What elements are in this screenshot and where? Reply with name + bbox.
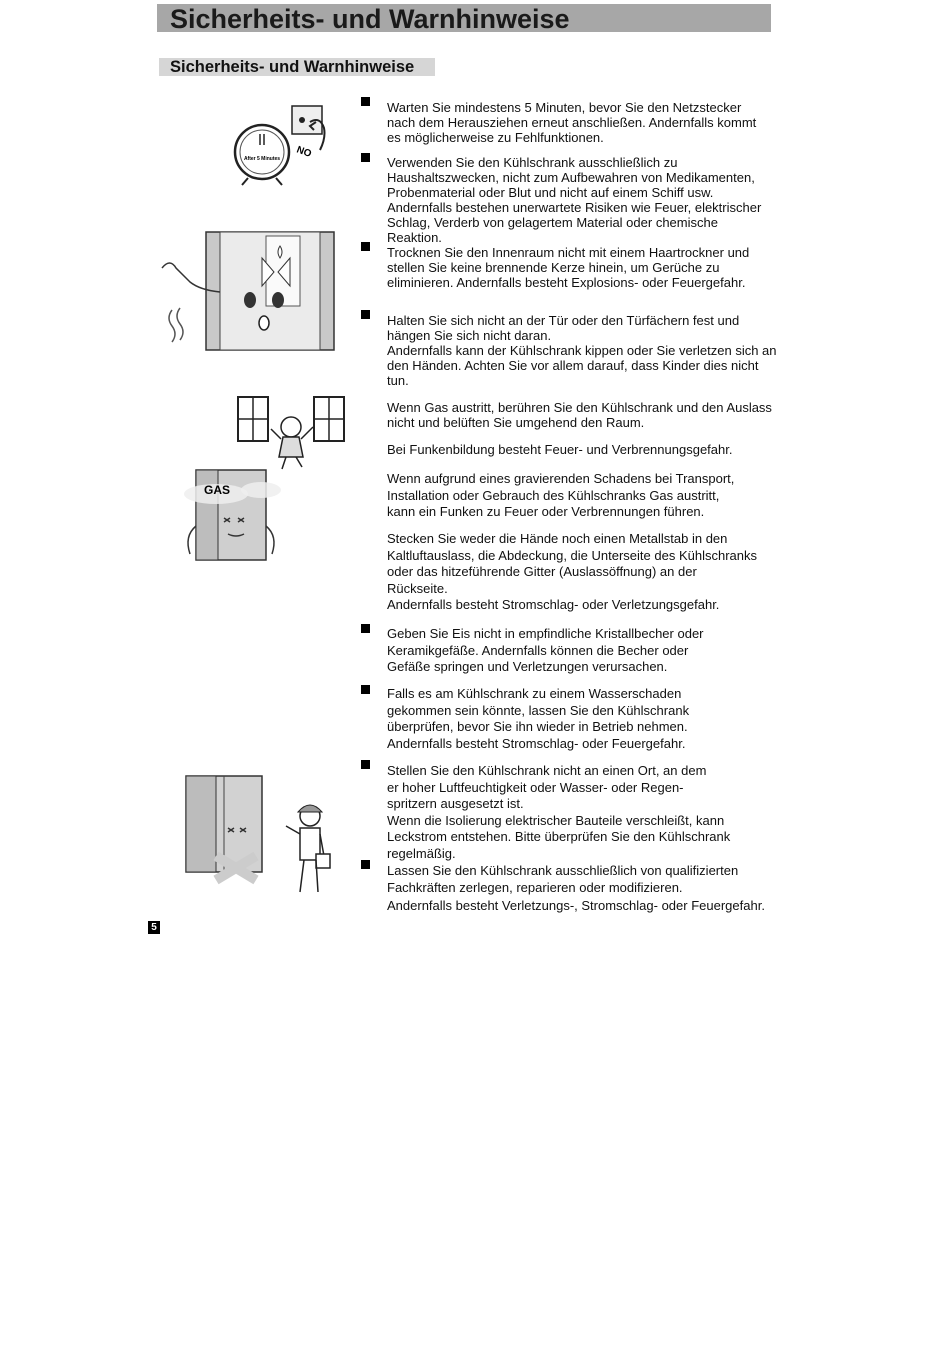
warning-text-sparks: Bei Funkenbildung besteht Feuer- und Verbrennungsgefahr. [387, 442, 733, 457]
warning-text-power-wait: Warten Sie mindestens 5 Minuten, bevor Sie den Netzstecker nach dem Herausziehen erneut anschließen. Andernfalls kommt es möglicherweise zu Fehlfunktionen. [387, 100, 757, 145]
warning-text-metal-rod: Stecken Sie weder die Hände noch einen Metallstab in den Kaltluftauslass, die Abdeckung, die Unterseite des Kühlschranks oder das hitzeführende Gitter (Auslassöffnung) an der Rückseite. Andernfalls besteht Stromschlag- oder Verletzungsgefahr. [387, 531, 757, 613]
bullet-6 [361, 685, 370, 694]
warning-text-water-damage: Falls es am Kühlschrank zu einem Wasserschaden gekommen sein könnte, lassen Sie den Kühlschrank überprüfen, bevor Sie ihn wieder in Betrieb nehmen. Andernfalls besteht Stromschlag- oder Feuergefahr. [387, 686, 690, 751]
warning-text-gas-damage: Wenn aufgrund eines gravierenden Schadens bei Transport, Installation oder Gebrauch des Kühlschranks Gas austritt, kann ein Funken zu Feuer oder Verbrennungen führen. [387, 471, 735, 519]
gas-label: GAS [204, 483, 231, 497]
warning-text-humidity: Stellen Sie den Kühlschrank nicht an einen Ort, an dem er hoher Luftfeuchtigkeit oder Wasser- oder Regen- spritzern ausgesetzt ist. Wenn die Isolierung elektrischer Bauteile verschleißt, kann Leckstrom entstehen. Bitte überprüfen Sie den Kühlschrank regelmäßig. [387, 763, 731, 861]
bullet-4 [361, 310, 370, 319]
warning-text-door-hanging: Halten Sie sich nicht an der Tür oder den Türfächern fest und hängen Sie sich nicht daran. Andernfalls kann der Kühlschrank kippen oder Sie verletzen sich an den Händen. Achten Sie vor allem darauf, dass Kinder dies nicht tun. [387, 313, 777, 388]
bullet-1 [361, 97, 370, 106]
fridge-hairdryer-illustration [158, 228, 338, 363]
warning-text-final-risk: Andernfalls besteht Verletzungs-, Stromschlag- oder Feuergefahr. [387, 898, 765, 913]
bullet-5 [361, 624, 370, 633]
child-door-illustration [236, 393, 346, 473]
page-title: Sicherheits- und Warnhinweise [170, 4, 570, 34]
bullet-8 [361, 860, 370, 869]
gas-fridge-illustration [176, 466, 286, 564]
clock-plug-illustration [230, 100, 340, 190]
no-label: NO [294, 144, 313, 160]
bullet-7 [361, 760, 370, 769]
warning-text-ice-crystal: Geben Sie Eis nicht in empfindliche Kristallbecher oder Keramikgefäße. Andernfalls können die Becher oder Gefäße springen und Verletzungen verursachen. [387, 626, 704, 675]
bullet-2 [361, 153, 370, 162]
page-number: 5 [148, 921, 160, 934]
warning-text-hair-dryer: Trocknen Sie den Innenraum nicht mit einem Haartrockner und stellen Sie keine brennende Kerze hinein, um Gerüche zu eliminieren. Andernfalls besteht Explosions- oder Feuergefahr. [387, 245, 750, 290]
warning-text-qualified-service: Lassen Sie den Kühlschrank ausschließlich von qualifizierten Fachkräften zerlegen, reparieren oder modifizieren. [387, 863, 739, 895]
warning-text-gas-leak: Wenn Gas austritt, berühren Sie den Kühlschrank und den Auslass nicht und belüften Sie umgehend den Raum. [387, 400, 772, 430]
section-title: Sicherheits- und Warnhinweise [170, 58, 415, 76]
bullet-3 [361, 242, 370, 251]
clock-label: After 5 Minutes [243, 156, 281, 162]
warning-text-household-use: Verwenden Sie den Kühlschrank ausschließlich zu Haushaltszwecken, nicht zum Aufbewahren von Medikamenten, Probenmaterial oder Blut und nicht auf einem Schiff usw. Andernfalls bestehen unerwartete Risiken wie Feuer, elektrischer Schlag, Verderb von gelagertem Material oder chemische Reaktion. [387, 155, 762, 245]
technician-fridge-illustration [172, 772, 332, 900]
